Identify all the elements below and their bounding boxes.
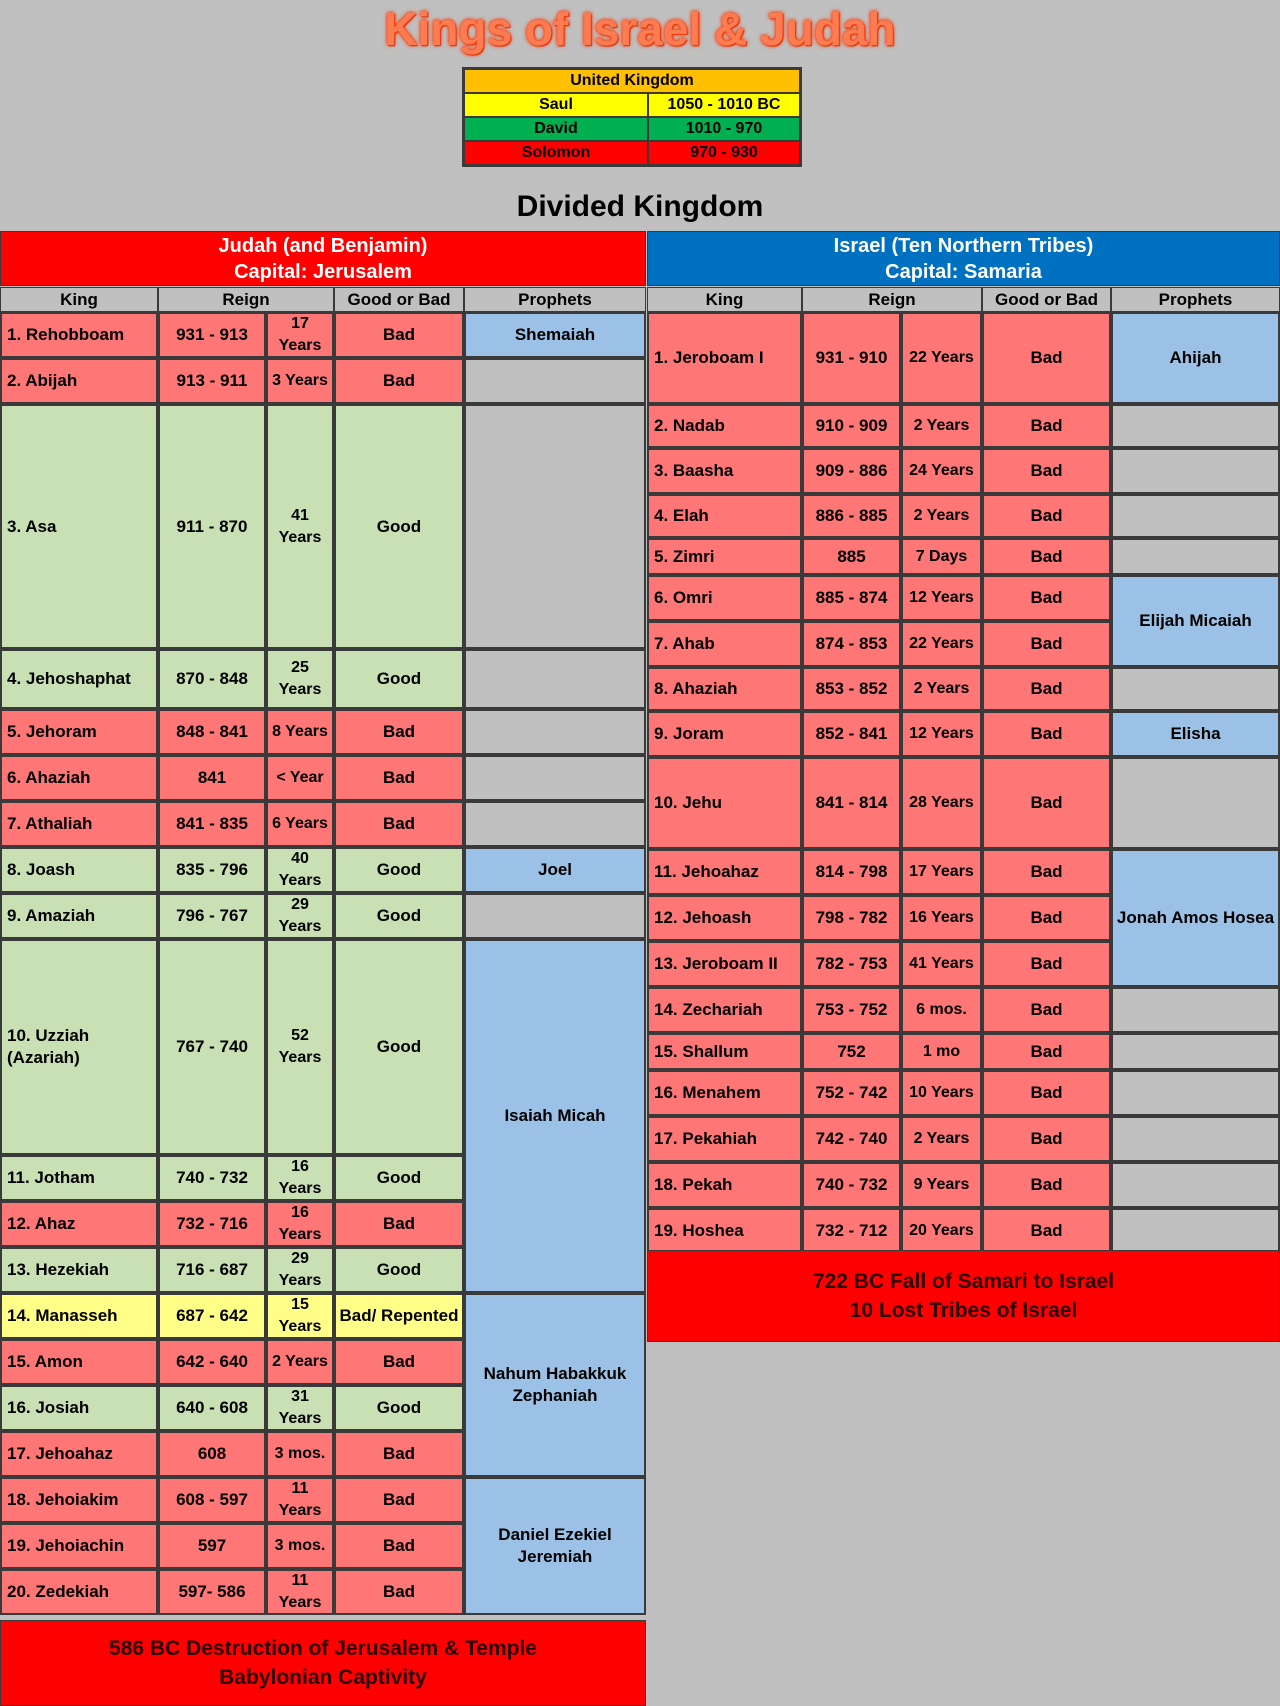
king-name: 15. Amon xyxy=(0,1339,158,1385)
king-years: 41 Years xyxy=(901,941,982,987)
israel-column-header-good_bad: Good or Bad xyxy=(982,287,1111,312)
king-verdict: Good xyxy=(334,404,464,649)
king-verdict: Bad xyxy=(982,849,1111,895)
king-verdict: Good xyxy=(334,649,464,709)
king-years: 9 Years xyxy=(901,1162,982,1208)
king-name: 11. Jehoahaz xyxy=(647,849,802,895)
king-verdict: Bad xyxy=(982,941,1111,987)
king-reign: 716 - 687 xyxy=(158,1247,266,1293)
king-years: 52 Years xyxy=(266,939,334,1155)
king-name: 2. Nadab xyxy=(647,404,802,448)
king-name: 5. Zimri xyxy=(647,538,802,575)
king-reign: 732 - 716 xyxy=(158,1201,266,1247)
israel-banner-line1: 722 BC Fall of Samari to Israel xyxy=(812,1270,1115,1293)
king-verdict: Bad xyxy=(982,538,1111,575)
king-years: 1 mo xyxy=(901,1033,982,1070)
uk-king-name: David xyxy=(464,117,648,141)
king-years: 28 Years xyxy=(901,757,982,849)
king-reign: 782 - 753 xyxy=(802,941,901,987)
king-name: 20. Zedekiah xyxy=(0,1569,158,1615)
uk-king-years: 970 - 930 xyxy=(648,141,800,165)
king-reign: 913 - 911 xyxy=(158,358,266,404)
king-verdict: Bad xyxy=(334,358,464,404)
king-reign: 910 - 909 xyxy=(802,404,901,448)
king-reign: 642 - 640 xyxy=(158,1339,266,1385)
prophet-cell: Daniel Ezekiel Jeremiah xyxy=(464,1477,646,1615)
king-verdict: Bad xyxy=(982,1033,1111,1070)
king-years: 12 Years xyxy=(901,711,982,757)
king-verdict: Bad xyxy=(982,621,1111,667)
prophet-cell: Nahum Habakkuk Zephaniah xyxy=(464,1293,646,1477)
king-name: 9. Joram xyxy=(647,711,802,757)
king-name: 7. Athaliah xyxy=(0,801,158,847)
king-reign: 597 xyxy=(158,1523,266,1569)
king-name: 1. Jeroboam I xyxy=(647,312,802,404)
prophet-cell-empty xyxy=(1111,1070,1280,1116)
king-reign: 841 - 814 xyxy=(802,757,901,849)
king-years: 17 Years xyxy=(901,849,982,895)
prophet-cell-empty xyxy=(464,709,646,755)
judah-banner-line1: 586 BC Destruction of Jerusalem & Temple xyxy=(109,1637,537,1660)
king-name: 17. Jehoahaz xyxy=(0,1431,158,1477)
king-reign: 687 - 642 xyxy=(158,1293,266,1339)
prophet-cell: Jonah Amos Hosea xyxy=(1111,849,1280,987)
king-reign: 814 - 798 xyxy=(802,849,901,895)
king-name: 1. Rehobboam xyxy=(0,312,158,358)
king-reign: 608 - 597 xyxy=(158,1477,266,1523)
king-name: 18. Pekah xyxy=(647,1162,802,1208)
king-years: 22 Years xyxy=(901,312,982,404)
king-verdict: Bad xyxy=(982,757,1111,849)
uk-king-name: Solomon xyxy=(464,141,648,165)
king-years: 16 Years xyxy=(901,895,982,941)
king-years: 16 Years xyxy=(266,1155,334,1201)
king-reign: 597- 586 xyxy=(158,1569,266,1615)
king-verdict: Bad xyxy=(982,575,1111,621)
king-reign: 886 - 885 xyxy=(802,494,901,538)
king-verdict: Bad xyxy=(334,1477,464,1523)
king-years: 8 Years xyxy=(266,709,334,755)
judah-banner-line2: Babylonian Captivity xyxy=(219,1666,427,1689)
king-verdict: Good xyxy=(334,939,464,1155)
king-reign: 911 - 870 xyxy=(158,404,266,649)
king-reign: 870 - 848 xyxy=(158,649,266,709)
united-kingdom-heading: United Kingdom xyxy=(464,69,800,93)
prophet-cell-empty xyxy=(464,893,646,939)
king-verdict: Bad xyxy=(982,404,1111,448)
uk-king-years: 1010 - 970 xyxy=(648,117,800,141)
king-reign: 841 xyxy=(158,755,266,801)
king-verdict: Bad xyxy=(334,801,464,847)
king-verdict: Bad xyxy=(982,1116,1111,1162)
king-reign: 753 - 752 xyxy=(802,987,901,1033)
king-reign: 835 - 796 xyxy=(158,847,266,893)
judah-header xyxy=(0,231,646,286)
king-reign: 742 - 740 xyxy=(802,1116,901,1162)
israel-column-header-reign: Reign xyxy=(802,287,982,312)
united-kingdom-table xyxy=(462,67,802,167)
king-verdict: Bad xyxy=(334,1431,464,1477)
king-verdict: Good xyxy=(334,1385,464,1431)
king-name: 18. Jehoiakim xyxy=(0,1477,158,1523)
king-years: 11 Years xyxy=(266,1477,334,1523)
king-years: 11 Years xyxy=(266,1569,334,1615)
king-reign: 796 - 767 xyxy=(158,893,266,939)
king-years: 20 Years xyxy=(901,1208,982,1254)
prophet-cell-empty xyxy=(464,404,646,649)
king-years: 12 Years xyxy=(901,575,982,621)
king-name: 17. Pekahiah xyxy=(647,1116,802,1162)
israel-column-header-prophets: Prophets xyxy=(1111,287,1280,312)
king-reign: 767 - 740 xyxy=(158,939,266,1155)
king-verdict: Good xyxy=(334,1247,464,1293)
king-verdict: Bad xyxy=(982,667,1111,711)
king-name: 10. Uzziah (Azariah) xyxy=(0,939,158,1155)
israel-header xyxy=(647,231,1280,286)
prophet-cell: Ahijah xyxy=(1111,312,1280,404)
prophet-cell-empty xyxy=(1111,1208,1280,1254)
king-name: 14. Zechariah xyxy=(647,987,802,1033)
judah-column-header-prophets: Prophets xyxy=(464,287,646,312)
king-years: 2 Years xyxy=(266,1339,334,1385)
king-verdict: Bad xyxy=(334,1523,464,1569)
king-verdict: Bad xyxy=(982,1162,1111,1208)
king-reign: 931 - 910 xyxy=(802,312,901,404)
page-title: Kings of Israel & Judah xyxy=(384,3,896,55)
king-name: 3. Asa xyxy=(0,404,158,649)
israel-banner xyxy=(647,1250,1280,1342)
king-reign: 931 - 913 xyxy=(158,312,266,358)
king-verdict: Bad xyxy=(982,448,1111,494)
king-name: 6. Omri xyxy=(647,575,802,621)
king-years: 41 Years xyxy=(266,404,334,649)
king-name: 12. Jehoash xyxy=(647,895,802,941)
king-verdict: Bad xyxy=(334,709,464,755)
king-years: 22 Years xyxy=(901,621,982,667)
king-years: 16 Years xyxy=(266,1201,334,1247)
prophet-cell-empty xyxy=(464,649,646,709)
prophet-cell-empty xyxy=(464,755,646,801)
king-name: 8. Joash xyxy=(0,847,158,893)
king-years: 2 Years xyxy=(901,404,982,448)
king-verdict: Bad xyxy=(982,1070,1111,1116)
divided-kingdom-heading: Divided Kingdom xyxy=(516,190,764,223)
judah-column-header-reign: Reign xyxy=(158,287,334,312)
king-reign: 909 - 886 xyxy=(802,448,901,494)
king-verdict: Bad xyxy=(334,1569,464,1615)
prophet-cell-empty xyxy=(1111,667,1280,711)
prophet-cell-empty xyxy=(464,358,646,404)
israel-title: Israel (Ten Northern Tribes) xyxy=(833,234,1094,257)
king-years: 3 Years xyxy=(266,358,334,404)
king-verdict: Bad xyxy=(334,1339,464,1385)
king-name: 12. Ahaz xyxy=(0,1201,158,1247)
king-reign: 853 - 852 xyxy=(802,667,901,711)
king-reign: 752 xyxy=(802,1033,901,1070)
prophet-cell: Shemaiah xyxy=(464,312,646,358)
king-years: 2 Years xyxy=(901,494,982,538)
israel-banner-line2: 10 Lost Tribes of Israel xyxy=(849,1299,1078,1322)
prophet-cell-empty xyxy=(1111,538,1280,575)
king-verdict: Bad xyxy=(982,895,1111,941)
king-name: 7. Ahab xyxy=(647,621,802,667)
king-years: 7 Days xyxy=(901,538,982,575)
king-verdict: Bad xyxy=(334,312,464,358)
prophet-cell-empty xyxy=(1111,987,1280,1033)
israel-capital: Capital: Samaria xyxy=(885,260,1042,283)
king-years: 6 mos. xyxy=(901,987,982,1033)
king-name: 6. Ahaziah xyxy=(0,755,158,801)
king-name: 16. Menahem xyxy=(647,1070,802,1116)
king-verdict: Good xyxy=(334,1155,464,1201)
king-years: < Year xyxy=(266,755,334,801)
king-name: 19. Jehoiachin xyxy=(0,1523,158,1569)
king-name: 19. Hoshea xyxy=(647,1208,802,1254)
judah-column-header-king: King xyxy=(0,287,158,312)
king-name: 15. Shallum xyxy=(647,1033,802,1070)
king-reign: 732 - 712 xyxy=(802,1208,901,1254)
king-years: 29 Years xyxy=(266,1247,334,1293)
king-years: 31 Years xyxy=(266,1385,334,1431)
king-reign: 848 - 841 xyxy=(158,709,266,755)
prophet-cell-empty xyxy=(1111,448,1280,494)
king-name: 10. Jehu xyxy=(647,757,802,849)
king-reign: 740 - 732 xyxy=(802,1162,901,1208)
king-reign: 752 - 742 xyxy=(802,1070,901,1116)
king-verdict: Bad xyxy=(982,312,1111,404)
judah-title: Judah (and Benjamin) xyxy=(218,234,428,257)
king-name: 13. Hezekiah xyxy=(0,1247,158,1293)
king-reign: 852 - 841 xyxy=(802,711,901,757)
king-verdict: Bad xyxy=(982,711,1111,757)
prophet-cell-empty xyxy=(1111,1033,1280,1070)
king-name: 16. Josiah xyxy=(0,1385,158,1431)
king-years: 17 Years xyxy=(266,312,334,358)
king-name: 14. Manasseh xyxy=(0,1293,158,1339)
prophet-cell-empty xyxy=(1111,1162,1280,1208)
prophet-cell-empty xyxy=(1111,404,1280,448)
prophet-cell: Elisha xyxy=(1111,711,1280,757)
king-verdict: Bad xyxy=(982,1208,1111,1254)
prophet-cell: Isaiah Micah xyxy=(464,939,646,1293)
king-reign: 740 - 732 xyxy=(158,1155,266,1201)
uk-king-years: 1050 - 1010 BC xyxy=(648,93,800,117)
king-reign: 885 - 874 xyxy=(802,575,901,621)
king-verdict: Bad xyxy=(982,494,1111,538)
judah-banner xyxy=(0,1620,646,1706)
king-name: 2. Abijah xyxy=(0,358,158,404)
king-reign: 874 - 853 xyxy=(802,621,901,667)
king-years: 10 Years xyxy=(901,1070,982,1116)
prophet-cell-empty xyxy=(464,801,646,847)
king-years: 3 mos. xyxy=(266,1431,334,1477)
king-years: 25 Years xyxy=(266,649,334,709)
king-reign: 608 xyxy=(158,1431,266,1477)
king-years: 24 Years xyxy=(901,448,982,494)
king-name: 4. Elah xyxy=(647,494,802,538)
king-verdict: Bad xyxy=(334,1201,464,1247)
king-verdict: Good xyxy=(334,893,464,939)
judah-column-header-good_bad: Good or Bad xyxy=(334,287,464,312)
king-name: 11. Jotham xyxy=(0,1155,158,1201)
prophet-cell: Joel xyxy=(464,847,646,893)
king-years: 15 Years xyxy=(266,1293,334,1339)
king-name: 4. Jehoshaphat xyxy=(0,649,158,709)
king-years: 2 Years xyxy=(901,1116,982,1162)
king-years: 3 mos. xyxy=(266,1523,334,1569)
king-reign: 640 - 608 xyxy=(158,1385,266,1431)
prophet-cell: Elijah Micaiah xyxy=(1111,575,1280,667)
king-verdict: Bad xyxy=(982,987,1111,1033)
king-name: 8. Ahaziah xyxy=(647,667,802,711)
king-reign: 798 - 782 xyxy=(802,895,901,941)
king-years: 6 Years xyxy=(266,801,334,847)
judah-capital: Capital: Jerusalem xyxy=(234,260,412,283)
prophet-cell-empty xyxy=(1111,1116,1280,1162)
king-reign: 885 xyxy=(802,538,901,575)
king-name: 9. Amaziah xyxy=(0,893,158,939)
prophet-cell-empty xyxy=(1111,757,1280,849)
uk-king-name: Saul xyxy=(464,93,648,117)
king-reign: 841 - 835 xyxy=(158,801,266,847)
king-name: 5. Jehoram xyxy=(0,709,158,755)
prophet-cell-empty xyxy=(1111,494,1280,538)
israel-column-header-king: King xyxy=(647,287,802,312)
king-name: 13. Jeroboam II xyxy=(647,941,802,987)
king-years: 29 Years xyxy=(266,893,334,939)
king-years: 40 Years xyxy=(266,847,334,893)
king-verdict: Good xyxy=(334,847,464,893)
king-verdict: Bad/ Repented xyxy=(334,1293,464,1339)
king-years: 2 Years xyxy=(901,667,982,711)
king-verdict: Bad xyxy=(334,755,464,801)
king-name: 3. Baasha xyxy=(647,448,802,494)
